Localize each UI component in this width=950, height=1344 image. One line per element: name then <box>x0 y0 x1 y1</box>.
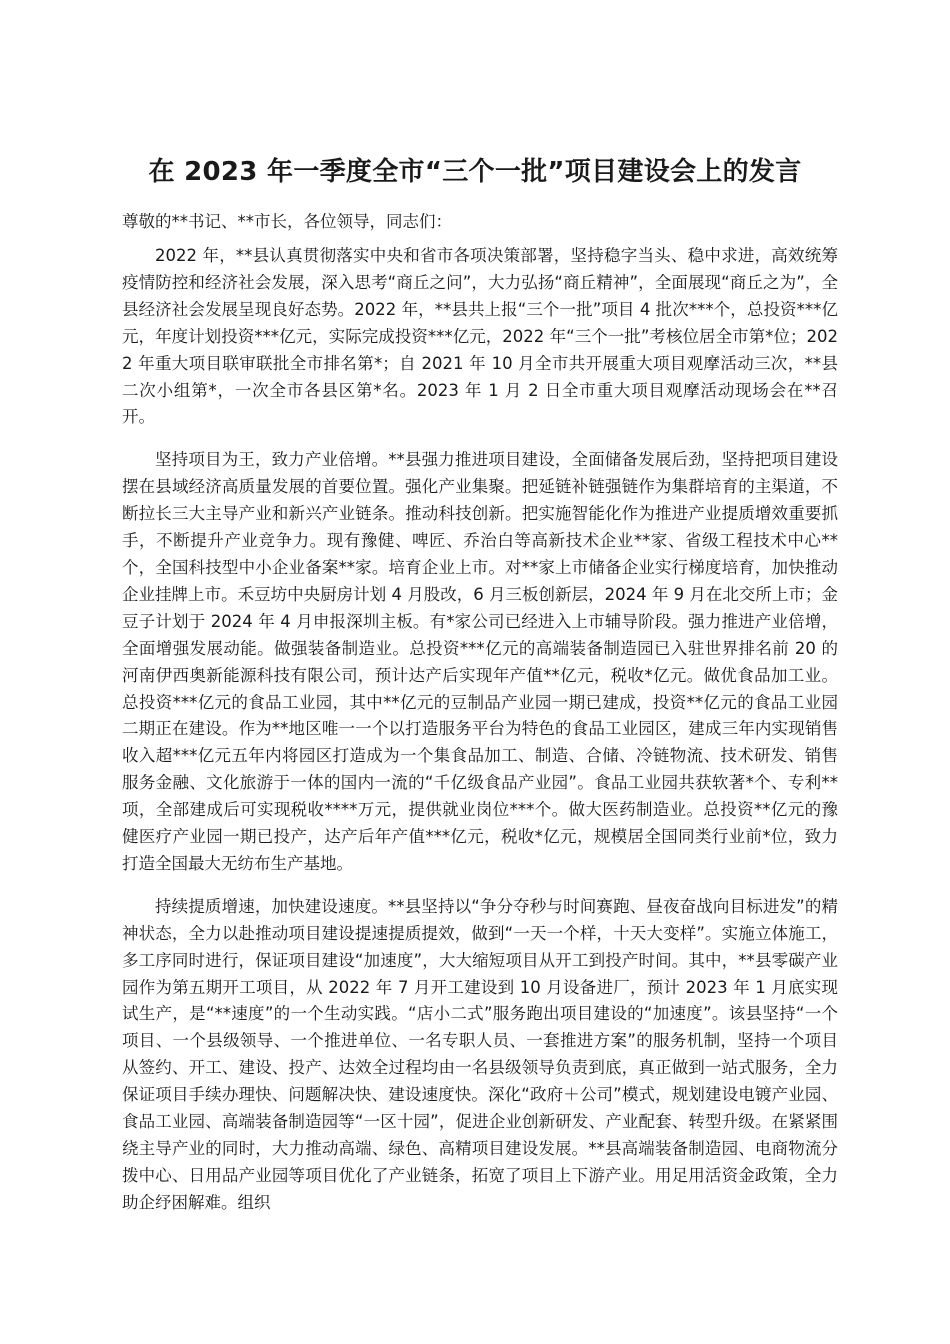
document-body <box>122 243 838 1233</box>
salutation: 尊敬的**书记、**市长，各位领导，同志们： <box>122 212 452 231</box>
paragraph-1: 2022 年，**县认真贯彻落实中央和省市各项决策部署，坚持稳字当头、稳中求进，高效统筹疫情防控和经济社会发展，深入思考“商丘之问”，大力弘扬“商丘精神”，全面展现“商丘之为”，全县经济社会发展呈现良好态势。2022 年，**县共上报“三个一批”项目 4 批次***个，总投资***亿元，年度计划投资***亿元，实际完成投资***亿元，2022 年“三个一批”考核位居全市第*位；2022 年重大项目联审联批全市排名第*；自 2021 年 10 月全市共开展重大项目观摩活动三次，**县二次小组第*，一次全市各县区第*名。2023 年 1 月 2 日全市重大项目观摩活动现场会在**召开。 <box>122 246 838 427</box>
document-title: 在 2023 年一季度全市“三个一批”项目建设会上的发言 <box>148 157 802 187</box>
paragraph-3: 持续提质增速，加快建设速度。**县坚持以“争分夺秒与时间赛跑、昼夜奋战向目标进发”的精神状态，全力以赴推动项目建设提速提质提效，做到“一天一个样，十天大变样”。实施立体施工，多工序同时进行，保证项目建设“加速度”，大大缩短项目从开工到投产时间。其中，**县零碳产业园作为第五期开工项目，从 2022 年 7 月开工建设到 10 月设备进厂，预计 2023 年 1 月底实现试生产，是“**速度”的一个生动实践。“店小二式”服务跑出项目建设的“加速度”。该县坚持“一个项目、一个县级领导、一个推进单位、一名专职人员、一套推进方案”的服务机制，坚持一个项目从签约、开工、建设、投产、达效全过程均由一名县级领导负责到底，真正做到一站式服务，全力保证项目手续办理快、问题解决快、建设速度快。深化“政府＋公司”模式，规划建设电镀产业园、食品工业园、高端装备制造园等“一区十园”，促进企业创新研发、产业配套、转型升级。在紧紧围绕主导产业的同时，大力推动高端、绿色、高精项目建设发展。**县高端装备制造园、电商物流分拨中心、日用品产业园等项目优化了产业链条，拓宽了项目上下游产业。用足用活资金政策，全力助企纾困解难。组织 <box>122 896 838 1212</box>
paragraph-2: 坚持项目为王，致力产业倍增。**县强力推进项目建设，全面储备发展后劲，坚持把项目建设摆在县域经济高质量发展的首要位置。强化产业集聚。把延链补链强链作为集群培育的主渠道，不断拉长三大主导产业和新兴产业链条。推动科技创新。把实施智能化作为推进产业提质增效重要抓手，不断提升产业竞争力。现有豫健、啤匠、乔治白等高新技术企业**家、省级工程技术中心**个，全国科技型中小企业备案**家。培育企业上市。对**家上市储备企业实行梯度培育，加快推动企业挂牌上市。禾豆坊中央厨房计划 4 月股改，6 月三板创新层，2024 年 9 月在北交所上市；金豆子计划于 2024 年 4 月申报深圳主板。有*家公司已经进入上市辅导阶段。强力推进产业倍增，全面增强发展动能。做强装备制造业。总投资***亿元的高端装备制造园已入驻世界排名前 20 的河南伊西奥新能源科技有限公司，预计达产后实现年产值**亿元，税收*亿元。做优食品加工业。总投资***亿元的食品工业园，其中**亿元的豆制品产业园一期已建成，投资**亿元的食品工业园二期正在建设。作为**地区唯一一个以打造服务平台为特色的食品工业园区，建成三年内实现销售收入超***亿元五年内将园区打造成为一个集食品加工、制造、合储、冷链物流、技术研发、销售服务金融、文化旅游于一体的国内一流的“千亿级食品产业园”。食品工业园共获软著*个、专利**项，全部建成后可实现税收****万元，提供就业岗位***个。做大医药制造业。总投资**亿元的豫健医疗产业园一期已投产，达产后年产值***亿元，税收*亿元，规模居全国同类行业前*位，致力打造全国最大无纺布生产基地。 <box>122 450 838 873</box>
